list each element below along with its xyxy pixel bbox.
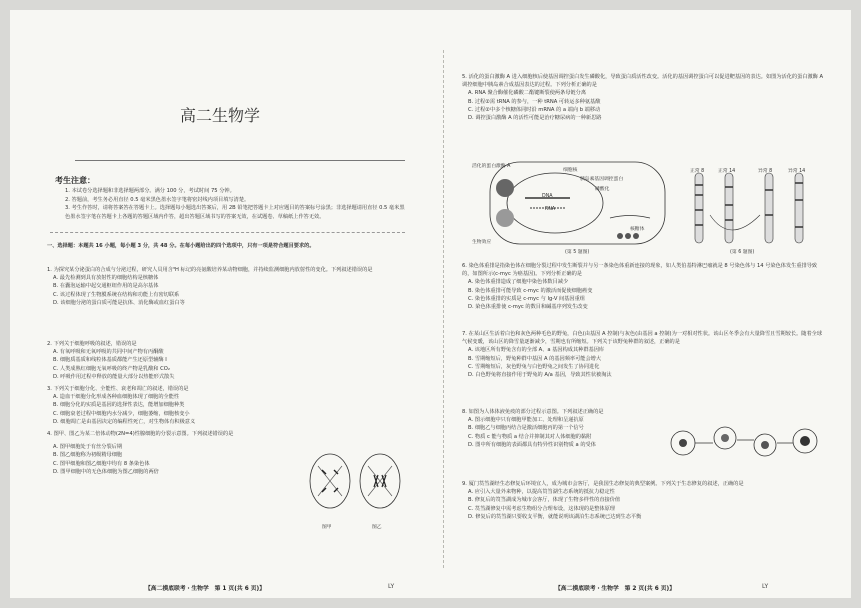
question-3 [47,385,407,426]
option: B. 细胞质基质和线粒体基质都能产生还原型辅酶 I [53,357,167,364]
figure-6-label: 异常 8 [758,169,773,174]
figure-6-label: 异常 14 [788,169,806,174]
figure-6-label: 正常 8 [690,169,705,174]
option: B. 在囊泡运输中起交通枢纽作用的是高尔基体 [53,283,159,290]
option: B. 细胞分化的实质是基因的选择性表达，能增加细胞种类 [53,402,185,409]
option: A. 有氧呼吸和无氧呼吸的共同中间产物有丙酮酸 [53,349,164,356]
question-4 [47,430,297,476]
title-rule [75,160,405,161]
option: C. 细胞衰老过程中细胞内水分减少，细胞萎缩，细胞核变小 [53,410,190,417]
notice-rule [50,232,405,233]
exam-title: 高二生物学 [180,106,261,125]
notice-item: 3. 考生作答时，请将答案答在答题卡上。选择题每小题选出答案后，用 2B 铅笔把答题卡上对应题目的答案标号涂黑；非选择题请用直径 0.5 毫米黑色墨水签字笔在答题卡上各题的答题区域内作答，超出答题区域书写的答案无效，在试题卷、草稿纸上作答无效。 [65,205,405,220]
question-8 [462,408,657,449]
question-stem: 2. 下列关于细胞呼吸的叙述，错误的是 [47,341,137,347]
footer-mark-left: LY [388,583,395,590]
option: C. 物质 c 能与物质 a 结合并抑制其对人体细胞的黏附 [468,433,592,440]
figure-label-jia: 图甲 [322,525,332,530]
section-heading: 一、选择题：本题共 16 小题，每小题 3 分，共 48 分。在每小题给出的四个选项中，只有一项是符合题目要求的。 [47,243,315,249]
option: B. 染色体重排可能导致 c-myc 的激活而促使细胞癌变 [468,287,593,294]
option: C. 人类成熟红细胞无氧呼吸的终产物是乳酸和 CO₂ [53,365,170,372]
option: D. 图甲细胞中的无色体细胞为图乙细胞的两倍 [53,468,159,475]
question-5 [462,73,827,122]
notice-block [65,187,405,221]
notice-heading: 考生注意： [55,176,95,185]
option: D. 修复后的筼筜湖只要收支平衡，就能说明该湖泊生态系统已达到生态平衡 [468,513,642,520]
option: C. 雪期缩短后，灰色野兔与白色野兔之间发生了协同进化 [468,363,600,370]
page-divider [443,50,444,568]
notice-item: 1. 本试卷分选择题和非选择题两部分。满分 100 分，考试时间 75 分钟。 [65,188,235,194]
question-7 [462,330,827,379]
figure-5-label: 胰岛素基因调控蛋白 [580,177,624,182]
figure-5-caption: (第 5 题图) [565,250,590,255]
option: B. 细胞乙与细胞丙结合是激活细胞丙的第一个信号 [468,425,584,432]
option: B. 图乙细胞称为初级精母细胞 [53,452,123,459]
option: A. 最先检测到具有放射性的细胞结构是核糖体 [53,275,159,282]
option: B. 修复后的筼筜湖成为城市会客厅，体现了生物多样性的直接价值 [468,497,621,504]
question-stem: 3. 下列关于细胞分化、全能性、衰老和凋亡的叙述，错误的是 [47,386,189,392]
option: A. 造血干细胞分化形成各种血细胞体现了细胞的全能性 [53,394,180,401]
figure-5-label: DNA [542,194,553,199]
footer-left: 【高二摸底联考・生物学 第 1 页(共 6 页)】 [145,586,265,592]
figure-5-label: 细胞核 [563,168,578,173]
figure-label-yi: 图乙 [372,525,382,530]
figure-6-chromosomes [680,165,820,253]
question-stem: 7. 在某山区生活着白色和灰色两种毛色的野兔，白色(由基因 A 控制)与灰色(由基因 a 控制)为一对相对性状。该山区冬季会有大量降雪且雪期较长。随着全球气候变暖，该山区的降雪量逐渐减少，雪期也有所缩短。下列关于该野兔种群的叙述，正确的是 [462,331,823,346]
figure-4-cells [305,448,405,523]
figure-8-immune [665,413,825,473]
option: C. 过程②中多个核糖体同时沿 mRNA 的 a 端向 b 端移动 [468,106,601,113]
option: B. 雪期缩短后，野兔种群中基因 A 的基因频率可能会增大 [468,355,602,362]
option: D. 调控蛋白激酶 A 的活性可能是治疗糖尿病的一种新思路 [468,115,602,122]
option: A. 应引入大量外来物种，以提高筼筜湖生态系统的抵抗力稳定性 [468,489,615,496]
figure-5-label: 核糖体 [630,227,645,232]
option: C. 染色体重排的实质是 c-myc 与 Ig-V 间基因重组 [468,295,585,302]
option: A. 图示细胞中只有细胞甲能加工、处理和呈递抗原 [468,417,584,424]
footer-mark-right: LY [762,583,769,590]
question-stem: 8. 如图为人体体液免疫的部分过程示意图。下列叙述正确的是 [462,409,604,415]
question-stem: 9. 厦门筼筜湖经生态修复后环境宜人，成为城市会客厅，是我国生态修复的典型案例。下列关于生态修复的叙述，正确的是 [462,481,744,487]
question-stem: 4. 图甲、图乙为某二倍体动物(2N=4)性腺细胞的分裂示意图。下列叙述错误的是 [47,431,234,437]
question-1 [47,266,407,307]
option: D. 染色体重排使 c-myc 的数目和碱基序列发生改变 [468,304,588,311]
option: A. 图甲细胞处于有丝分裂后期 [53,444,123,451]
question-6 [462,262,827,311]
option: D. 该细胞分泌的蛋白质可能是抗体、消化酶或血红蛋白等 [53,299,185,306]
exam-sheet [10,10,851,598]
figure-5-label: 生物效应 [472,240,492,245]
option: C. 该过程体现了生物膜系统在结构和功能上有密切联系 [53,291,180,298]
question-stem: 1. 为探究某分泌蛋白的合成与分泌过程，研究人员用含³H 标记的亮氨酸培养某动物细胞，并持续监测细胞内放射性的变化。下列叙述错误的是 [47,267,373,273]
notice-item: 2. 答题前，考生务必用直径 0.5 毫米黑色墨水签字笔将密封线内项目填写清楚。 [65,196,250,203]
option: A. RNA 聚合酶催化磷酸二酯键断裂使两条母链分离 [468,90,587,97]
figure-5-label: RNA [545,207,556,212]
option: C. 筼筜湖修复中需考虑生物组分合理布设，这体现的是整体原理 [468,505,615,512]
option: C. 图甲细胞和图乙细胞中均有 8 条染色体 [53,460,150,467]
footer-right: 【高二摸底联考・生物学 第 2 页(共 6 页)】 [555,586,675,592]
option: D. 图中所有细胞的表面都具有特异性识别物质 a 的受体 [468,441,596,448]
figure-6-caption: (第 6 题图) [730,250,755,255]
option: D. 白色野兔将直接作用于野兔的 A/a 基因，导致其性状被淘汰 [468,372,612,379]
question-9 [462,480,827,521]
question-stem: 6. 染色体重排是指染色体在细胞分裂过程中发生断裂并与另一条染色体重新连接的现象，如人类伯基特淋巴瘤就是 8 号染色体与 14 号染色体发生重排导致的，如图所示(c-myc 为癌基因)。下列分析正确的是 [462,263,818,278]
figure-5-label: 活化的蛋白激酶 A [472,164,511,169]
figure-5-label: 磷酸化 [595,187,610,192]
option: A. 染色体重排造成了细胞中染色体数目减少 [468,279,569,286]
option: D. 细胞凋亡是由基因决定的编程性死亡，对生物体有积极意义 [53,418,196,425]
question-stem: 5. 活化的蛋白激酶 A 进入细胞核后使基因调控蛋白发生磷酸化，导致蛋白质活性改变。活化的基因调控蛋白可以促进靶基因的表达。如图为活化的蛋白激酶 A 调控细胞中胰岛素合成基因表达的过程。下列分析正确的是 [462,74,824,89]
figure-6-label: 正常 14 [718,169,736,174]
option: D. 呼吸作用过程中释放的能量大部分以热能形式散失 [53,373,175,380]
option: B. 过程②需 tRNA 的参与，一种 tRNA 可转运多种氨基酸 [468,98,601,105]
option: A. 该地区所有野兔含有的全部 A、a 基因构成其种群基因库 [468,347,605,354]
question-2 [47,340,407,381]
